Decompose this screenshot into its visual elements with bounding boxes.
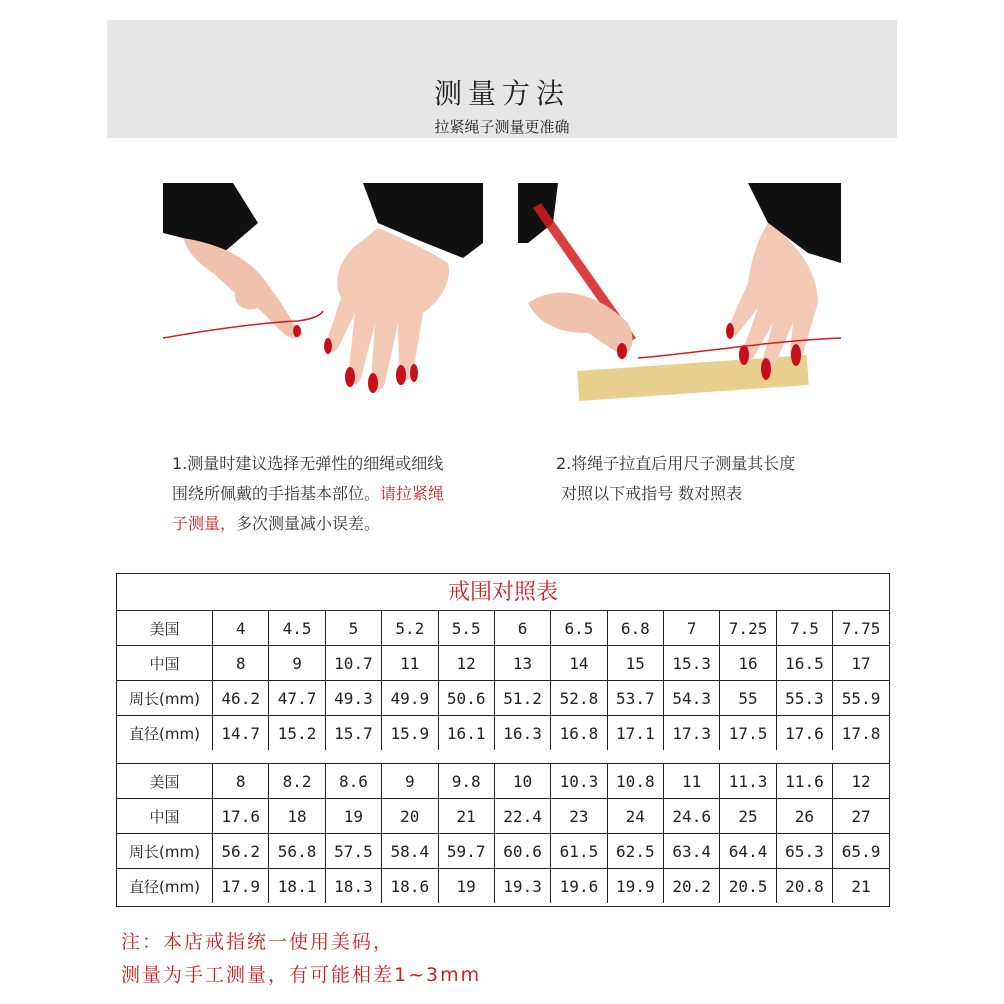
table-cell: 18.1 xyxy=(269,869,325,904)
row-label: 直径(mm) xyxy=(117,716,213,751)
table-cell: 6 xyxy=(494,611,550,646)
table-cell: 59.7 xyxy=(438,834,494,869)
table-row xyxy=(117,716,889,751)
table-cell: 11.3 xyxy=(720,764,776,799)
table-cell: 10.7 xyxy=(325,646,381,681)
table-cell: 60.6 xyxy=(494,834,550,869)
table-cell: 17.6 xyxy=(776,716,832,751)
table-cell: 4.5 xyxy=(269,611,325,646)
table-cell: 12 xyxy=(833,764,889,799)
table-cell: 9.8 xyxy=(438,764,494,799)
table-cell: 22.4 xyxy=(494,799,550,834)
table-cell: 6.5 xyxy=(551,611,607,646)
table-cell: 49.3 xyxy=(325,681,381,716)
table-cell: 21 xyxy=(438,799,494,834)
table-cell: 17.5 xyxy=(720,716,776,751)
table-cell: 5.2 xyxy=(382,611,438,646)
caption-step-2 xyxy=(556,449,876,509)
row-label: 中国 xyxy=(117,646,213,681)
table-cell: 27 xyxy=(833,799,889,834)
table-cell: 9 xyxy=(269,646,325,681)
table-cell: 12 xyxy=(438,646,494,681)
table-cell: 7 xyxy=(664,611,720,646)
table-cell: 15.7 xyxy=(325,716,381,751)
caption-step-1 xyxy=(172,449,492,539)
table-cell: 14.7 xyxy=(213,716,269,751)
table-cell: 19 xyxy=(325,799,381,834)
table-row xyxy=(117,799,889,834)
row-label: 周长(mm) xyxy=(117,834,213,869)
row-label: 周长(mm) xyxy=(117,681,213,716)
note-line-1: 注：本店戒指统一使用美码， xyxy=(121,931,395,953)
table-cell: 19 xyxy=(438,869,494,904)
table-cell: 5 xyxy=(325,611,381,646)
table-cell: 19.9 xyxy=(607,869,663,904)
table-row xyxy=(117,646,889,681)
table-cell: 16.8 xyxy=(551,716,607,751)
table-title: 戒围对照表 xyxy=(117,574,889,611)
table-cell: 19.3 xyxy=(494,869,550,904)
table-cell: 11.6 xyxy=(776,764,832,799)
table-cell: 8.2 xyxy=(269,764,325,799)
page-subtitle: 拉紧绳子测量更准确 xyxy=(434,118,570,136)
caption-1-line-2 xyxy=(172,479,492,509)
table-cell: 10 xyxy=(494,764,550,799)
caption-1-line-2-normal: 围绕所佩戴的手指基本部位。 xyxy=(172,484,381,503)
table-cell: 10.3 xyxy=(551,764,607,799)
table-cell: 53.7 xyxy=(607,681,663,716)
table-cell: 49.9 xyxy=(382,681,438,716)
size-table-part-1 xyxy=(117,611,889,750)
table-cell: 9 xyxy=(382,764,438,799)
table-cell: 63.4 xyxy=(664,834,720,869)
table-row xyxy=(117,681,889,716)
page-title: 测量方法 xyxy=(433,77,570,110)
table-cell: 16.3 xyxy=(494,716,550,751)
table-cell: 7.75 xyxy=(833,611,889,646)
table-cell: 18 xyxy=(269,799,325,834)
table-cell: 15.3 xyxy=(664,646,720,681)
ring-size-table xyxy=(116,573,890,907)
table-cell: 7.25 xyxy=(720,611,776,646)
table-cell: 55.9 xyxy=(833,681,889,716)
table-cell: 25 xyxy=(720,799,776,834)
table-cell: 8 xyxy=(213,646,269,681)
table-row xyxy=(117,834,889,869)
table-cell: 56.2 xyxy=(213,834,269,869)
table-row xyxy=(117,764,889,799)
table-cell: 51.2 xyxy=(494,681,550,716)
table-divider xyxy=(117,750,889,764)
table-cell: 64.4 xyxy=(720,834,776,869)
table-cell: 11 xyxy=(382,646,438,681)
size-table-part-2 xyxy=(117,764,889,903)
photo-wrap-string xyxy=(163,183,483,408)
table-cell: 57.5 xyxy=(325,834,381,869)
table-cell: 17.6 xyxy=(213,799,269,834)
note-line-2: 测量为手工测量，有可能相差1~3mm xyxy=(121,964,482,986)
table-cell: 58.4 xyxy=(382,834,438,869)
table-cell: 19.6 xyxy=(551,869,607,904)
table-cell: 17.1 xyxy=(607,716,663,751)
table-cell: 5.5 xyxy=(438,611,494,646)
row-label: 美国 xyxy=(117,764,213,799)
table-cell: 4 xyxy=(213,611,269,646)
table-cell: 17.9 xyxy=(213,869,269,904)
table-cell: 21 xyxy=(833,869,889,904)
table-cell: 23 xyxy=(551,799,607,834)
table-cell: 7.5 xyxy=(776,611,832,646)
caption-1-line-2-red: 请拉紧绳 xyxy=(380,484,445,503)
table-cell: 13 xyxy=(494,646,550,681)
table-cell: 47.7 xyxy=(269,681,325,716)
row-label: 直径(mm) xyxy=(117,869,213,904)
table-cell: 14 xyxy=(551,646,607,681)
table-cell: 15.9 xyxy=(382,716,438,751)
table-cell: 17 xyxy=(833,646,889,681)
caption-2-line-2: 对照以下戒指号 数对照表 xyxy=(556,484,743,503)
table-cell: 50.6 xyxy=(438,681,494,716)
table-cell: 17.8 xyxy=(833,716,889,751)
caption-2-line-1: 2.将绳子拉直后用尺子测量其长度 xyxy=(556,454,796,473)
table-cell: 15 xyxy=(607,646,663,681)
table-cell: 16.5 xyxy=(776,646,832,681)
table-cell: 65.3 xyxy=(776,834,832,869)
table-cell: 10.8 xyxy=(607,764,663,799)
table-cell: 20.5 xyxy=(720,869,776,904)
table-cell: 18.3 xyxy=(325,869,381,904)
table-cell: 20.8 xyxy=(776,869,832,904)
table-cell: 55 xyxy=(720,681,776,716)
table-cell: 6.8 xyxy=(607,611,663,646)
table-cell: 8 xyxy=(213,764,269,799)
table-cell: 46.2 xyxy=(213,681,269,716)
table-cell: 16 xyxy=(720,646,776,681)
table-cell: 11 xyxy=(664,764,720,799)
caption-1-line-3 xyxy=(172,509,492,539)
table-cell: 54.3 xyxy=(664,681,720,716)
caption-1-line-3-red: 子测量， xyxy=(172,514,237,533)
table-row xyxy=(117,869,889,904)
table-cell: 56.8 xyxy=(269,834,325,869)
table-cell: 61.5 xyxy=(551,834,607,869)
table-row xyxy=(117,611,889,646)
table-cell: 20.2 xyxy=(664,869,720,904)
table-cell: 15.2 xyxy=(269,716,325,751)
row-label: 美国 xyxy=(117,611,213,646)
caption-1-line-3-normal: 多次测量减小误差。 xyxy=(236,514,381,533)
table-cell: 18.6 xyxy=(382,869,438,904)
photo-ruler-measure xyxy=(518,183,841,408)
table-cell: 8.6 xyxy=(325,764,381,799)
row-label: 中国 xyxy=(117,799,213,834)
table-cell: 17.3 xyxy=(664,716,720,751)
table-cell: 20 xyxy=(382,799,438,834)
table-cell: 62.5 xyxy=(607,834,663,869)
table-cell: 16.1 xyxy=(438,716,494,751)
header-banner xyxy=(107,20,897,138)
table-cell: 26 xyxy=(776,799,832,834)
table-cell: 52.8 xyxy=(551,681,607,716)
caption-1-line-1: 1.测量时建议选择无弹性的细绳或细线 xyxy=(172,454,444,473)
table-cell: 65.9 xyxy=(833,834,889,869)
table-cell: 24.6 xyxy=(664,799,720,834)
table-cell: 24 xyxy=(607,799,663,834)
table-cell: 55.3 xyxy=(776,681,832,716)
